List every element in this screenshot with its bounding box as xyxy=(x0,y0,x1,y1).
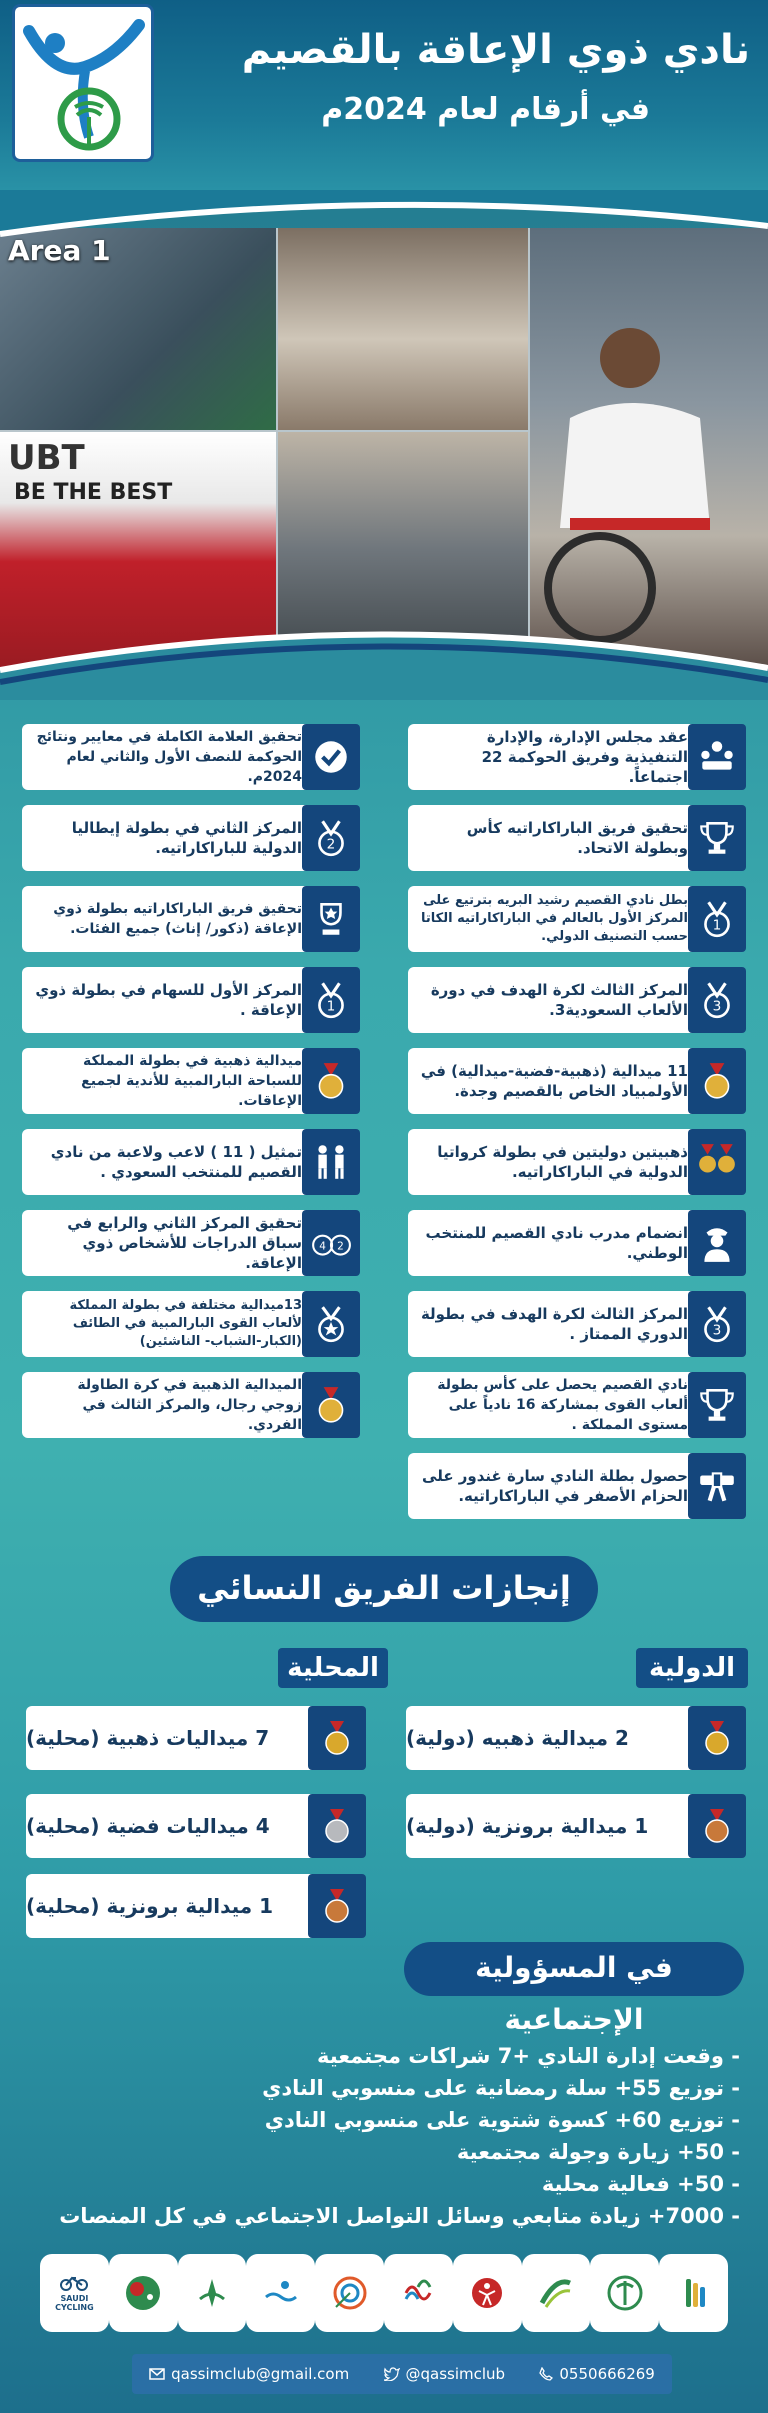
trophy-icon xyxy=(688,805,746,871)
svg-text:4: 4 xyxy=(319,1240,326,1253)
achievement-text: تمثيل ( 11 ) لاعب ولاعبة من نادي القصيم للمنتخب السعودي . xyxy=(22,1129,314,1195)
achievement-text: حصول بطلة النادي سارة غندور على الحزام الأصفر في الباراكاراتيه. xyxy=(408,1453,700,1519)
intl-medal-row xyxy=(406,1706,746,1770)
club-logo xyxy=(12,4,154,162)
gold-medal-icon xyxy=(302,1372,360,1438)
trophy-icon xyxy=(688,1372,746,1438)
achievement-text: تحقيق المركز الثاني والرابع في سباق الدراجات للأشخاص ذوي الإعاقة. xyxy=(22,1210,314,1276)
achievement-text: الميدالية الذهبية في كرة الطاولة زوجي رجال، والمركز الثالث في الفردي. xyxy=(22,1372,314,1438)
achievement-text: ميدالية ذهبية في بطولة المملكة للسباحة البارالمبية للأندية لجميع الإعاقات. xyxy=(22,1048,314,1114)
medal-1-icon xyxy=(688,886,746,952)
medal-3-icon xyxy=(688,967,746,1033)
social-item: - 50+ زيارة وجولة مجتمعية xyxy=(456,2140,740,2164)
achievement-item xyxy=(22,886,360,952)
women-section-title: إنجازات الفريق النسائي xyxy=(170,1556,598,1622)
achievement-text: 11 ميدالية (ذهبية-فضية-ميدالية) في الأولمبياد الخاص بالقصيم وجدة. xyxy=(408,1048,700,1114)
svg-text:2: 2 xyxy=(337,1240,344,1253)
check-icon xyxy=(302,724,360,790)
achievement-item xyxy=(22,1372,360,1438)
gold-medal-icon xyxy=(688,1706,746,1770)
sponsor-logos xyxy=(40,2254,728,2338)
svg-text:3: 3 xyxy=(712,1322,722,1339)
achievement-text: نادي القصيم يحصل على كأس بطولة ألعاب القوى بمشاركة 16 نادياً على مستوى المملكة . xyxy=(408,1372,700,1438)
email-text: qassimclub@gmail.com xyxy=(171,2365,350,2383)
sponsor-logo-special-olympics xyxy=(453,2254,522,2332)
medal-2-icon xyxy=(302,805,360,871)
achievement-text: 13ميدالية مختلفة في بطولة المملكة لألعاب القوى البارالمبية في الطائف (الكبار-الشباب- الناشئين) xyxy=(22,1291,314,1357)
svg-text:1: 1 xyxy=(712,917,722,934)
email-contact[interactable] xyxy=(149,2365,349,2383)
achievement-item xyxy=(408,1453,746,1519)
achievement-item xyxy=(22,1048,360,1114)
star-trophy-icon xyxy=(302,886,360,952)
medal-2-4-icon xyxy=(302,1210,360,1276)
achievement-text: المركز الثالث لكرة الهدف في بطولة الدوري الممتاز . xyxy=(408,1291,700,1357)
players-icon xyxy=(302,1129,360,1195)
achievement-item xyxy=(408,805,746,871)
achievement-item xyxy=(22,967,360,1033)
achievement-item xyxy=(22,1129,360,1195)
intl-medal-row xyxy=(406,1794,746,1858)
sponsor-logo-qassim-region xyxy=(590,2254,659,2332)
page-title: نادي ذوي الإعاقة بالقصيم xyxy=(241,27,750,73)
phone-text: 0550666269 xyxy=(559,2365,655,2383)
sponsor-logo-federation xyxy=(522,2254,591,2332)
achievement-item xyxy=(22,805,360,871)
two-gold-medals-icon xyxy=(688,1129,746,1195)
achievement-item xyxy=(408,1291,746,1357)
social-item: - توزيع 60+ كسوة شتوية على منسوبي النادي xyxy=(264,2108,740,2132)
achievement-text: تحقيق العلامة الكاملة في معايير ونتائج الحوكمة للنصف الأول والثاني لعام 2024م. xyxy=(22,724,314,790)
sponsor-logo-swimming xyxy=(246,2254,315,2332)
collage-wave xyxy=(0,620,768,700)
sponsor-logo-saudi-cycling xyxy=(40,2254,109,2332)
sponsor-logo-ministry-sport xyxy=(178,2254,247,2332)
medal-text: 4 ميداليات فضية (محلية) xyxy=(26,1794,320,1858)
social-item: - 7000+ زيادة متابعي وسائل التواصل الاجتماعي في كل المنصات xyxy=(59,2204,740,2228)
achievement-text: عقد مجلس الإدارة، والإدارة التنفيذية وفريق الحوكمة 22 اجتماعاً. xyxy=(408,724,700,790)
achievement-item xyxy=(22,724,360,790)
gold-medal-icon xyxy=(308,1706,366,1770)
achievement-item xyxy=(408,1129,746,1195)
achievement-text: المركز الثاني في بطولة إيطاليا الدولية للباراكاراتيه. xyxy=(22,805,314,871)
photo-caption: Area 1 xyxy=(8,234,111,267)
photo-award-ceremony xyxy=(278,228,528,430)
social-item: - 50+ فعالية محلية xyxy=(541,2172,740,2196)
silver-medal-icon xyxy=(308,1794,366,1858)
photo-caption: BE THE BEST xyxy=(14,480,173,505)
achievement-item xyxy=(408,724,746,790)
photo-karate-athlete xyxy=(530,228,768,668)
sponsor-logo-saudi-sport xyxy=(659,2254,728,2332)
phone-icon xyxy=(539,2367,553,2381)
social-item: - وقعت إدارة النادي +7 شراكات مجتمعية xyxy=(317,2044,740,2068)
sponsor-name: SAUDI CYCLING xyxy=(55,2294,94,2312)
achievement-item xyxy=(408,1372,746,1438)
gold-medal-icon xyxy=(688,1048,746,1114)
photo-collage xyxy=(0,228,768,668)
mail-icon xyxy=(149,2368,165,2380)
header xyxy=(0,0,768,200)
social-section-title: في المسؤولية الإجتماعية xyxy=(404,1942,744,1996)
local-label: المحلية xyxy=(278,1648,388,1688)
twitter-text: @qassimclub xyxy=(405,2365,506,2383)
bronze-medal-icon xyxy=(688,1794,746,1858)
twitter-contact[interactable] xyxy=(384,2365,506,2383)
local-medal-row xyxy=(26,1874,366,1938)
achievement-text: تحقيق فريق الباراكاراتيه كأس وبطولة الاتحاد. xyxy=(408,805,700,871)
meeting-icon xyxy=(688,724,746,790)
achievement-text: المركز الثالث لكرة الهدف في دورة الألعاب السعودية3. xyxy=(408,967,700,1033)
bronze-medal-icon xyxy=(308,1874,366,1938)
coach-icon xyxy=(688,1210,746,1276)
medal-1-icon xyxy=(302,967,360,1033)
star-medal-icon xyxy=(302,1291,360,1357)
belt-icon xyxy=(688,1453,746,1519)
medal-text: 1 ميدالية برونزية (محلية) xyxy=(26,1874,320,1938)
medal-text: 7 ميداليات ذهبية (محلية) xyxy=(26,1706,320,1770)
svg-text:2: 2 xyxy=(326,836,336,853)
medal-text: 1 ميدالية برونزية (دولية) xyxy=(406,1794,700,1858)
gold-medal-icon xyxy=(302,1048,360,1114)
sponsor-logo-table-tennis xyxy=(109,2254,178,2332)
achievement-item xyxy=(408,967,746,1033)
phone-contact[interactable] xyxy=(539,2365,654,2383)
sponsor-logo-paralympic xyxy=(384,2254,453,2332)
local-medal-row xyxy=(26,1706,366,1770)
contact-bar xyxy=(132,2354,672,2394)
sponsor-logo-archery xyxy=(315,2254,384,2332)
achievement-item xyxy=(408,1210,746,1276)
social-item: - توزيع 55+ سلة رمضانية على منسوبي النادي xyxy=(262,2076,740,2100)
achievement-item xyxy=(408,886,746,952)
achievement-item xyxy=(22,1210,360,1276)
svg-text:3: 3 xyxy=(712,998,722,1015)
photo-wheelchair-team xyxy=(0,228,276,430)
social-list xyxy=(20,2040,740,2232)
achievement-text: تحقيق فريق الباراكاراتيه بطولة ذوي الإعاقة (ذكور/ إناث) جميع الفئات. xyxy=(22,886,314,952)
achievement-item xyxy=(408,1048,746,1114)
medal-text: 2 ميدالية ذهبيه (دولية) xyxy=(406,1706,700,1770)
achievement-text: انضمام مدرب نادي القصيم للمنتخب الوطني. xyxy=(408,1210,700,1276)
achievement-text: ذهبيتين دوليتين في بطولة كرواتيا الدولية في الباراكاراتيه. xyxy=(408,1129,700,1195)
header-wave xyxy=(0,190,768,240)
svg-text:1: 1 xyxy=(326,998,336,1015)
page-subtitle: في أرقام لعام 2024م xyxy=(321,92,650,127)
twitter-icon xyxy=(384,2367,400,2381)
achievement-item xyxy=(22,1291,360,1357)
local-medal-row xyxy=(26,1794,366,1858)
achievement-text: بطل نادي القصيم رشيد البريه بترتيع على المركز الأول بالعالم في الباراكاراتيه الكاتا حسب التصنيف الدولي. xyxy=(408,886,700,952)
achievement-text: المركز الأول للسهام في بطولة ذوي الإعاقة . xyxy=(22,967,314,1033)
medal-3-icon xyxy=(688,1291,746,1357)
intl-label: الدولية xyxy=(636,1648,748,1688)
photo-caption: UBT xyxy=(8,438,85,478)
